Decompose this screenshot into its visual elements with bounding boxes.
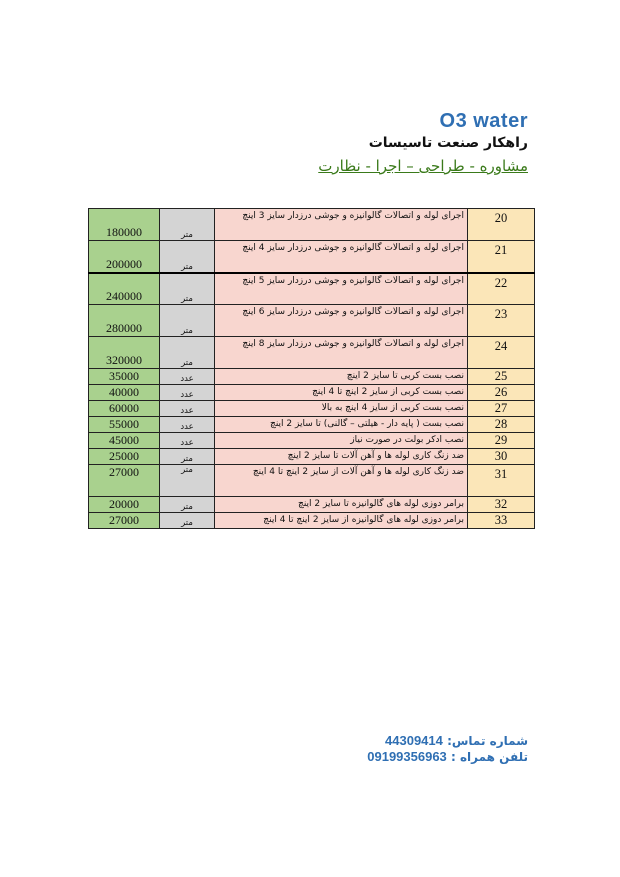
row-number-cell: 30 [468,449,535,465]
price-cell: 25000 [89,449,160,465]
unit-cell: متر [160,305,215,337]
table-row [89,369,535,385]
price-cell: 60000 [89,401,160,417]
table-row [89,417,535,433]
table-row [89,513,535,529]
price-cell: 55000 [89,417,160,433]
phone-label: شماره تماس: [447,734,528,748]
unit-cell: متر [160,497,215,513]
row-number-cell: 21 [468,241,535,273]
brand-title: O3 water [439,110,528,132]
row-number-cell: 25 [468,369,535,385]
table-row [89,497,535,513]
unit-cell: متر [160,273,215,305]
table-row [89,273,535,305]
services-tagline: مشاوره - طراحی – اجرا - نظارت [318,157,528,175]
price-cell: 320000 [89,337,160,369]
price-cell: 27000 [89,513,160,529]
contact-phone [385,733,528,748]
price-table-body [89,209,535,529]
description-cell: نصب بست ( پایه دار - هیلتی – گالنی) تا سایز 2 اینچ [215,417,468,433]
table-row [89,209,535,241]
table-row [89,465,535,497]
unit-cell: متر [160,449,215,465]
unit-cell: متر [160,241,215,273]
mobile-label: تلفن همراه : [450,750,528,764]
description-cell: ضد زنگ کاری لوله ها و آهن آلات از سایز 2 اینچ تا 4 اینچ [215,465,468,497]
description-cell: اجرای لوله و اتصالات گالوانیزه و جوشی درزدار سایز 8 اینچ [215,337,468,369]
price-table [88,208,535,529]
unit-cell: عدد [160,369,215,385]
row-number-cell: 32 [468,497,535,513]
price-cell: 35000 [89,369,160,385]
price-cell: 20000 [89,497,160,513]
description-cell: اجرای لوله و اتصالات گالوانیزه و جوشی درزدار سایز 4 اینچ [215,241,468,273]
table-row [89,401,535,417]
table-row [89,385,535,401]
description-cell: برامر دوزی لوله های گالوانیزه تا سایز 2 اینچ [215,497,468,513]
company-subtitle: راهکار صنعت تاسیسات [368,135,528,151]
unit-cell: متر [160,465,215,497]
contact-mobile [367,749,528,764]
description-cell: اجرای لوله و اتصالات گالوانیزه و جوشی درزدار سایز 3 اینچ [215,209,468,241]
row-number-cell: 20 [468,209,535,241]
row-number-cell: 29 [468,433,535,449]
price-cell: 200000 [89,241,160,273]
unit-cell: متر [160,209,215,241]
table-row [89,241,535,273]
unit-cell: عدد [160,401,215,417]
price-cell: 40000 [89,385,160,401]
row-number-cell: 31 [468,465,535,497]
table-row [89,449,535,465]
table-row [89,337,535,369]
unit-cell: عدد [160,433,215,449]
unit-cell: عدد [160,385,215,401]
price-cell: 27000 [89,465,160,497]
row-number-cell: 33 [468,513,535,529]
description-cell: نصب بست کربی از سایز 4 اینچ به بالا [215,401,468,417]
mobile-number[interactable]: 09199356963 [367,749,447,764]
price-cell: 45000 [89,433,160,449]
row-number-cell: 27 [468,401,535,417]
row-number-cell: 28 [468,417,535,433]
description-cell: اجرای لوله و اتصالات گالوانیزه و جوشی درزدار سایز 5 اینچ [215,273,468,305]
row-number-cell: 23 [468,305,535,337]
table-row [89,305,535,337]
table-row [89,433,535,449]
row-number-cell: 22 [468,273,535,305]
row-number-cell: 26 [468,385,535,401]
unit-cell: عدد [160,417,215,433]
description-cell: اجرای لوله و اتصالات گالوانیزه و جوشی درزدار سایز 6 اینچ [215,305,468,337]
description-cell: ضد زنگ کاری لوله ها و آهن آلات تا سایز 2 اینچ [215,449,468,465]
description-cell: نصب ادکر بولت در صورت نیاز [215,433,468,449]
unit-cell: متر [160,337,215,369]
description-cell: نصب بست کربی از سایز 2 اینچ تا 4 اینچ [215,385,468,401]
phone-number[interactable]: 44309414 [385,733,443,748]
unit-cell: متر [160,513,215,529]
price-cell: 180000 [89,209,160,241]
price-cell: 280000 [89,305,160,337]
price-cell: 240000 [89,273,160,305]
description-cell: برامر دوزی لوله های گالوانیزه از سایز 2 اینچ تا 4 اینچ [215,513,468,529]
description-cell: نصب بست کربی تا سایز 2 اینچ [215,369,468,385]
row-number-cell: 24 [468,337,535,369]
